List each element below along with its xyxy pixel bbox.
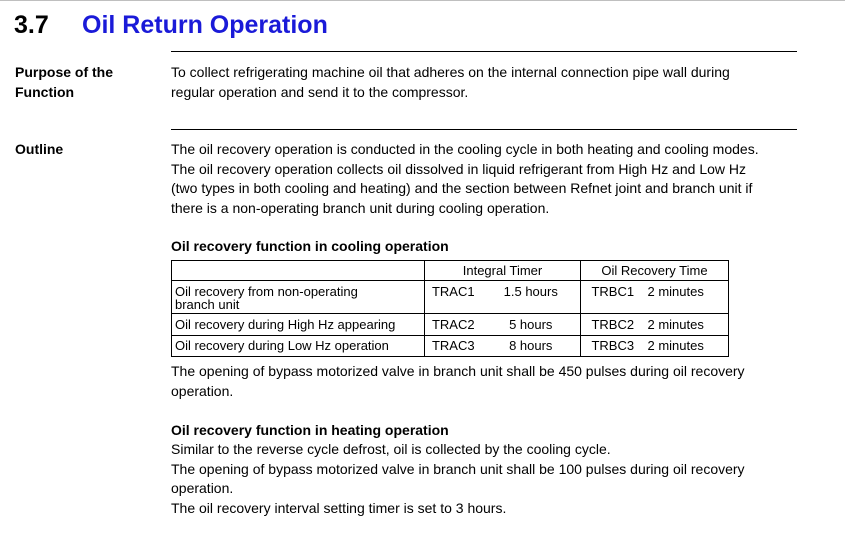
- row-name: Oil recovery from non-operating branch unit: [172, 281, 425, 314]
- timer-hours: 8 hours: [482, 336, 581, 357]
- cooling-heading: Oil recovery function in cooling operation: [171, 238, 449, 254]
- heating-text: [171, 440, 801, 518]
- timer-code: TRAC3: [425, 336, 482, 357]
- outline-label: Outline: [15, 141, 64, 157]
- timer-hours: 1.5 hours: [482, 281, 581, 314]
- table-row: [172, 281, 729, 314]
- timer-code: TRAC2: [425, 314, 482, 336]
- header-integral-timer: Integral Timer: [425, 261, 581, 281]
- timer-hours: 5 hours: [482, 314, 581, 336]
- time-value: 2 minutes: [645, 336, 729, 357]
- outline-text: [171, 140, 801, 218]
- table-row: [172, 314, 729, 336]
- header-oil-recovery-time: Oil Recovery Time: [581, 261, 729, 281]
- oil-recovery-table: [171, 260, 729, 357]
- heating-heading: Oil recovery function in heating operation: [171, 422, 449, 438]
- table-row: [172, 336, 729, 357]
- time-value: 2 minutes: [645, 314, 729, 336]
- time-value: 2 minutes: [645, 281, 729, 314]
- table-header-row: [172, 261, 729, 281]
- outline-line: there is a non-operating branch unit during cooling operation.: [171, 199, 550, 216]
- outline-line: (two types in both cooling and heating) and the section between Refnet joint and branch unit if: [171, 180, 753, 196]
- row-name: Oil recovery during Low Hz operation: [172, 336, 425, 357]
- heating-line: The opening of bypass motorized valve in branch unit shall be 100 pulses during oil recovery: [171, 460, 745, 477]
- heating-line: The oil recovery interval setting timer is set to 3 hours.: [171, 499, 507, 516]
- purpose-text: To collect refrigerating machine oil that adheres on the internal connection pipe wall during regular operation and send it to the compressor.: [171, 64, 730, 100]
- heating-line: operation.: [171, 480, 234, 496]
- section-number: 3.7: [14, 11, 49, 39]
- section-heading: Oil Return Operation: [82, 11, 328, 39]
- heating-line: Similar to the reverse cycle defrost, oil is collected by the cooling cycle.: [171, 441, 611, 457]
- section-title: [14, 8, 328, 42]
- divider-rule: [171, 129, 797, 130]
- outline-line: The oil recovery operation is conducted in the cooling cycle in both heating and cooling modes.: [171, 141, 759, 157]
- time-code: TRBC3: [581, 336, 645, 357]
- purpose-label: Purpose of the Function: [15, 64, 114, 100]
- outline-line: The oil recovery operation collects oil dissolved in liquid refrigerant from High Hz and Low Hz: [171, 160, 747, 177]
- time-code: TRBC1: [581, 281, 645, 314]
- row-name: Oil recovery during High Hz appearing: [172, 314, 425, 336]
- top-border-line: [0, 0, 845, 1]
- divider-rule: [171, 51, 797, 52]
- time-code: TRBC2: [581, 314, 645, 336]
- timer-code: TRAC1: [425, 281, 482, 314]
- cooling-note: The opening of bypass motorized valve in branch unit shall be 450 pulses during oil recovery operation.: [171, 363, 745, 399]
